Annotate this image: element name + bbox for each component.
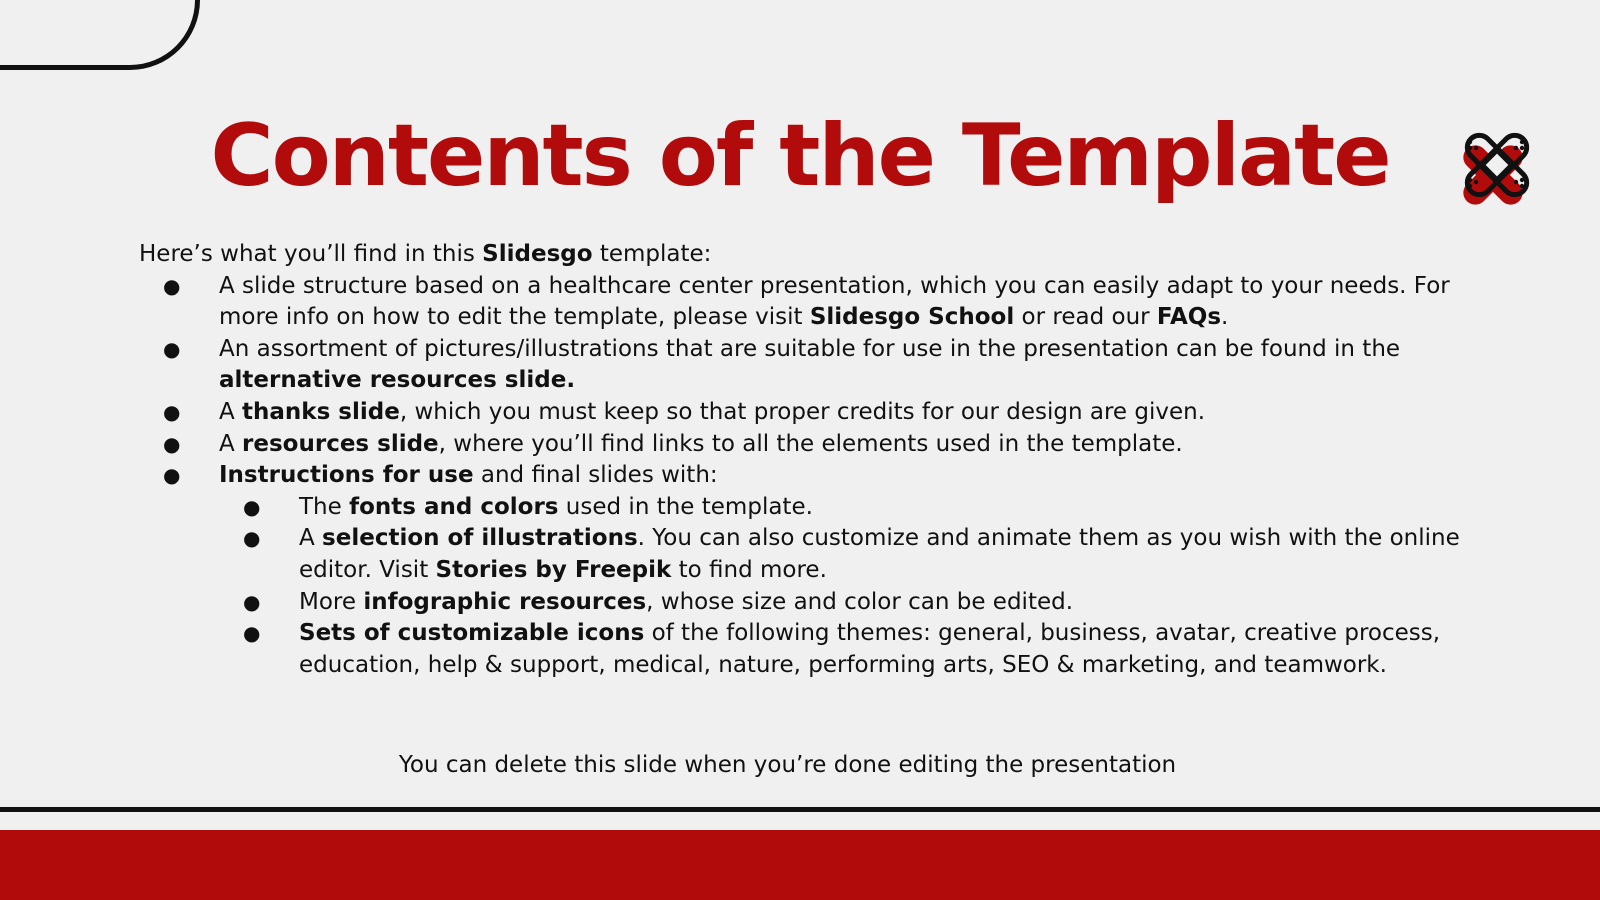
bullet-icon: ● <box>243 589 261 614</box>
corner-decoration <box>0 0 200 70</box>
list-item: ● Sets of customizable icons of the following themes: general, business, avatar, creative process, education, help & support, medical, nature, performing arts, SEO & marketing, and teamwork. <box>243 620 1441 678</box>
list-item: ● A resources slide, where you’ll find links to all the elements used in the template. <box>139 429 1479 461</box>
bullet-icon: ● <box>243 494 261 519</box>
closing-note: You can delete this slide when you’re done editing the presentation <box>398 752 1177 778</box>
bullet-icon: ● <box>243 526 261 551</box>
bullet-icon: ● <box>163 463 181 488</box>
divider-line <box>0 807 1600 812</box>
list-item: ● A slide structure based on a healthcare center presentation, which you can easily adapt to your needs. For more info on how to edit the template, please visit Slidesgo School or read our FAQs. <box>163 272 1450 331</box>
list-item: ● An assortment of pictures/illustrations that are suitable for use in the presentation can be found in the alternative resources slide. <box>163 335 1401 394</box>
bullet-icon: ● <box>163 431 181 456</box>
slide-body <box>139 239 1479 681</box>
list-item: ● Instructions for use and final slides with: ● The fonts and colors used in the template. ● A selection of illustrations. You can also customize and animate them as you wish with the online editor. Visit Stories by Freepik to find more. ● More infographic resources, whose size and color can be edited. ● Sets of customizable icons of the following themes: general, business, avatar, creative process, education, help & support, medical, nature, performing arts, SEO & marketing, and teamwork. <box>139 460 1479 681</box>
list-item: ● The fonts and colors used in the template. <box>219 492 1479 524</box>
footer-band <box>0 830 1600 900</box>
list-item: ● A thanks slide, which you must keep so that proper credits for our design are given. <box>139 397 1479 429</box>
slide-title: Contents of the Template <box>210 106 1390 206</box>
list-item: ● More infographic resources, whose size and color can be edited. <box>219 587 1479 619</box>
intro-line: Here’s what you’ll find in this Slidesgo template: <box>139 241 712 267</box>
main-bullet-list <box>139 271 1479 682</box>
bullet-icon: ● <box>163 336 181 361</box>
sub-bullet-list <box>219 492 1479 682</box>
list-item: ● A selection of illustrations. You can also customize and animate them as you wish with the online editor. Visit Stories by Freepik to find more. <box>243 525 1460 583</box>
bullet-icon: ● <box>243 621 261 646</box>
crossed-bandages-icon <box>1452 122 1542 210</box>
bullet-icon: ● <box>163 399 181 424</box>
bullet-icon: ● <box>163 273 181 298</box>
